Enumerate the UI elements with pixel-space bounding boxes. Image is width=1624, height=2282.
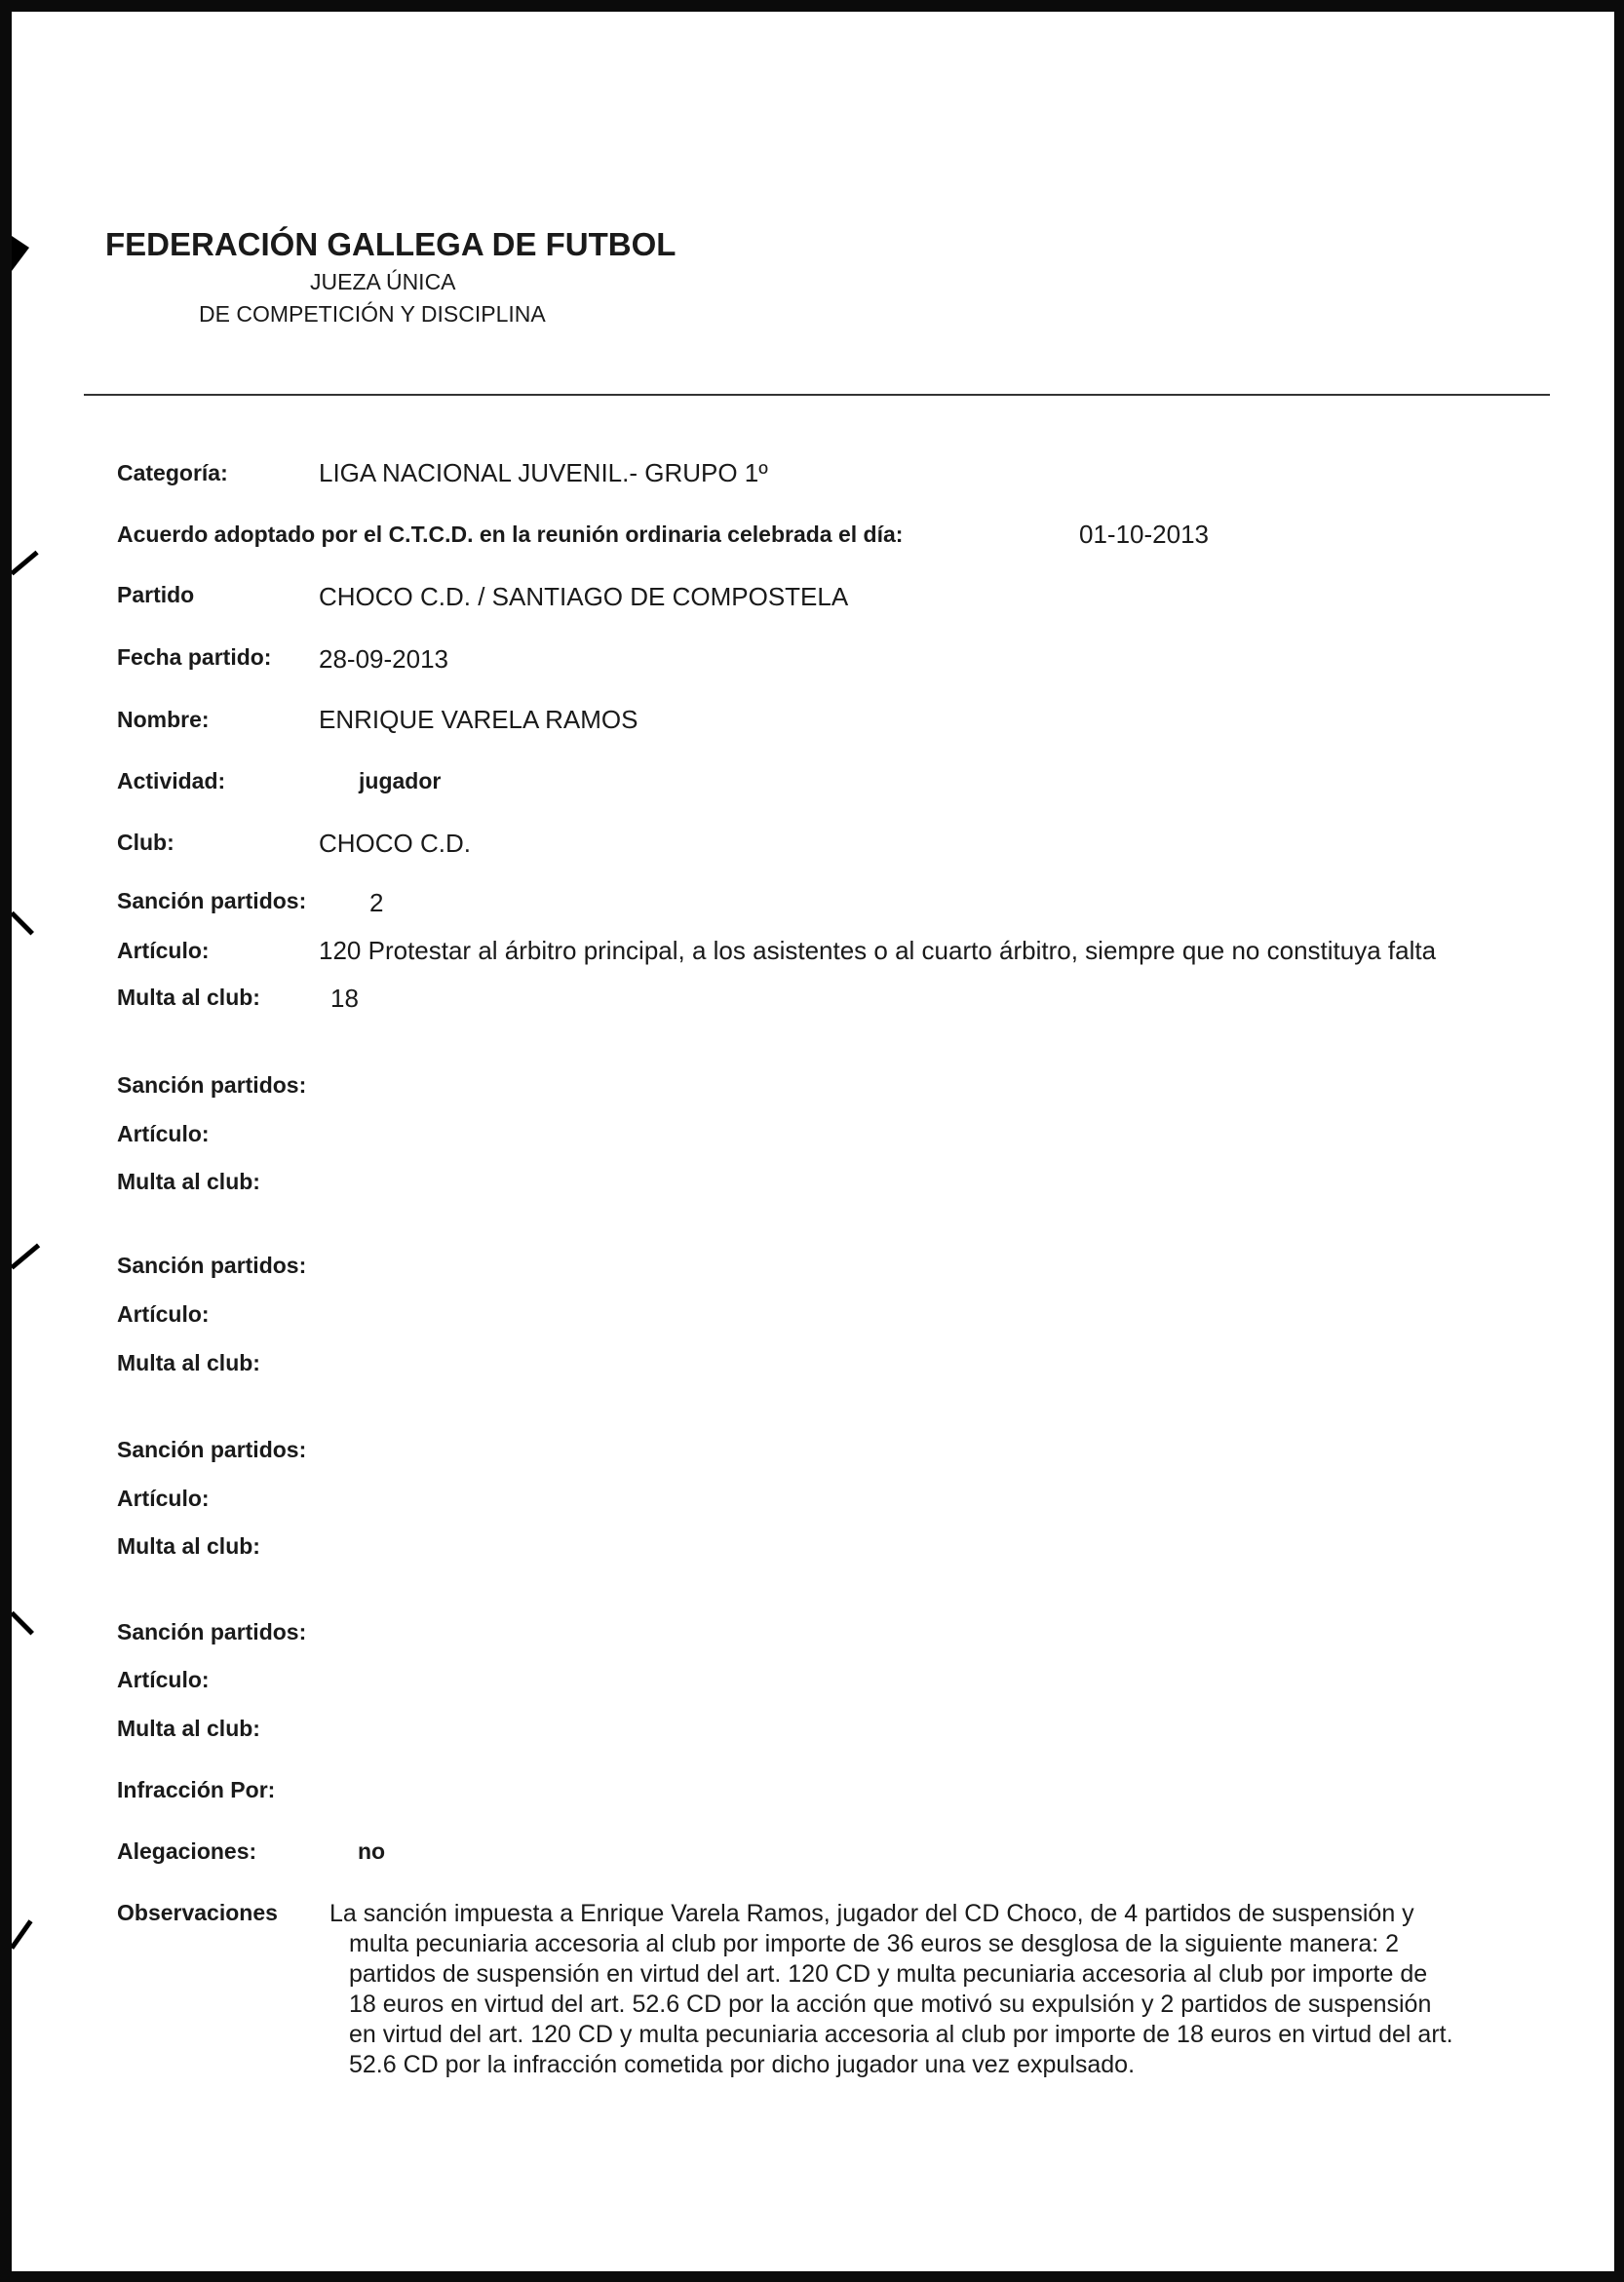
observaciones-line: 18 euros en virtud del art. 52.6 CD por la acción que motivó su expulsión y 2 partidos de suspensión bbox=[349, 1991, 1432, 2018]
sancion-label: Sanción partidos: bbox=[117, 888, 307, 913]
scan-mark bbox=[12, 911, 34, 936]
infraccion-label: Infracción Por: bbox=[117, 1777, 276, 1802]
multa-label: Multa al club: bbox=[117, 1533, 260, 1559]
multa-label: Multa al club: bbox=[117, 1716, 260, 1741]
header-divider bbox=[84, 394, 1550, 396]
club-label: Club: bbox=[117, 830, 174, 855]
sancion-label: Sanción partidos: bbox=[117, 1072, 307, 1098]
nombre-label: Nombre: bbox=[117, 707, 210, 732]
fecha-label: Fecha partido: bbox=[117, 644, 272, 670]
categoria-value: LIGA NACIONAL JUVENIL.- GRUPO 1º bbox=[319, 458, 768, 487]
actividad-value: jugador bbox=[359, 768, 442, 793]
observaciones-line: en virtud del art. 120 CD y multa pecuniaria accesoria al club por importe de 18 euros en virtud del art. bbox=[349, 2021, 1453, 2048]
multa-label: Multa al club: bbox=[117, 985, 260, 1010]
sancion-label: Sanción partidos: bbox=[117, 1619, 307, 1644]
actividad-label: Actividad: bbox=[117, 768, 226, 793]
acuerdo-label: Acuerdo adoptado por el C.T.C.D. en la reunión ordinaria celebrada el día: bbox=[117, 522, 904, 547]
scan-mark bbox=[12, 236, 29, 271]
sancion-value: 2 bbox=[369, 888, 384, 917]
partido-value: CHOCO C.D. / SANTIAGO DE COMPOSTELA bbox=[319, 582, 849, 611]
articulo-label: Artículo: bbox=[117, 1486, 210, 1511]
observaciones-line: partidos de suspensión en virtud del art. 120 CD y multa pecuniaria accesoria al club por importe de bbox=[349, 1960, 1428, 1988]
observaciones-line: multa pecuniaria accesoria al club por importe de 36 euros se desglosa de la siguiente manera: 2 bbox=[349, 1930, 1400, 1957]
alegaciones-value: no bbox=[358, 1838, 386, 1864]
alegaciones-label: Alegaciones: bbox=[117, 1838, 257, 1864]
observaciones-line: 52.6 CD por la infracción cometida por dicho jugador una vez expulsado. bbox=[349, 2051, 1136, 2078]
articulo-value: 120 Protestar al árbitro principal, a los asistentes o al cuarto árbitro, siempre que no constituya falta bbox=[319, 936, 1437, 965]
acuerdo-value: 01-10-2013 bbox=[1079, 520, 1209, 549]
scan-mark bbox=[12, 1919, 33, 1950]
document-page bbox=[12, 12, 1614, 2271]
nombre-value: ENRIQUE VARELA RAMOS bbox=[319, 705, 638, 734]
club-value: CHOCO C.D. bbox=[319, 829, 471, 858]
org-name: FEDERACIÓN GALLEGA DE FUTBOL bbox=[105, 226, 677, 262]
org-subtitle-1: JUEZA ÚNICA bbox=[310, 269, 456, 294]
articulo-label: Artículo: bbox=[117, 1667, 210, 1692]
observaciones-label: Observaciones bbox=[117, 1900, 278, 1925]
scan-mark bbox=[12, 1243, 40, 1269]
scan-mark bbox=[12, 1611, 34, 1636]
sancion-label: Sanción partidos: bbox=[117, 1253, 307, 1278]
articulo-label: Artículo: bbox=[117, 938, 210, 963]
observaciones-text bbox=[329, 1899, 1597, 2080]
articulo-label: Artículo: bbox=[117, 1301, 210, 1327]
org-subtitle-2: DE COMPETICIÓN Y DISCIPLINA bbox=[199, 301, 546, 327]
multa-value: 18 bbox=[330, 984, 359, 1013]
categoria-label: Categoría: bbox=[117, 460, 228, 485]
fecha-value: 28-09-2013 bbox=[319, 644, 448, 674]
scan-mark bbox=[12, 551, 39, 576]
articulo-label: Artículo: bbox=[117, 1121, 210, 1146]
sancion-label: Sanción partidos: bbox=[117, 1437, 307, 1462]
partido-label: Partido bbox=[117, 582, 195, 607]
observaciones-line: La sanción impuesta a Enrique Varela Ramos, jugador del CD Choco, de 4 partidos de suspensión y bbox=[329, 1900, 1414, 1927]
multa-label: Multa al club: bbox=[117, 1169, 260, 1194]
multa-label: Multa al club: bbox=[117, 1350, 260, 1375]
